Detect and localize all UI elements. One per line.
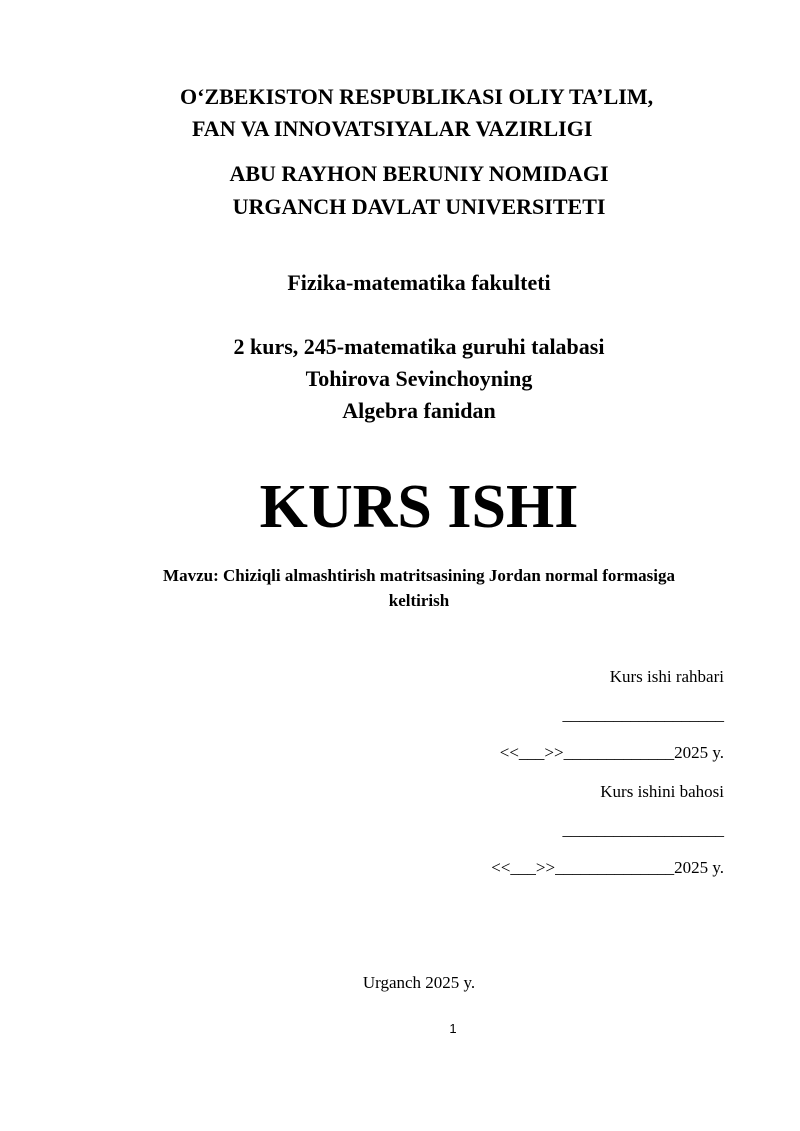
university-line-1: ABU RAYHON BERUNIY NOMIDAGI	[229, 161, 609, 186]
student-name: Tohirova Sevinchoyning	[305, 366, 533, 391]
grade-label: Kurs ishini bahosi	[600, 782, 724, 801]
ministry-line-1: O‘ZBEKISTON RESPUBLIKASI OLIY TA’LIM,	[180, 84, 654, 109]
student-course-group: 2 kurs, 245-matematika guruhi talabasi	[233, 334, 605, 359]
university-line-2: URGANCH DAVLAT UNIVERSITETI	[232, 194, 606, 219]
faculty-name: Fizika-matematika fakulteti	[287, 270, 551, 295]
grade-signature-line: ___________________	[562, 820, 724, 839]
city-year: Urganch 2025 y.	[362, 973, 476, 992]
subject-name: Algebra fanidan	[342, 398, 496, 423]
supervisor-label: Kurs ishi rahbari	[609, 667, 724, 686]
supervisor-signature-line: ___________________	[562, 705, 724, 724]
supervisor-date-line: <<___>>_____________2025 y.	[499, 743, 724, 762]
document-title: KURS ISHI	[259, 473, 579, 541]
ministry-line-2: FAN VA INNOVATSIYALAR VAZIRLIGI	[192, 116, 593, 141]
topic-line-2: keltirish	[388, 591, 450, 610]
topic-line-1: Mavzu: Chiziqli almashtirish matritsasining Jordan normal formasiga	[163, 566, 675, 585]
page-number: 1	[449, 1021, 457, 1036]
grade-date-line: <<___>>______________2025 y.	[491, 858, 724, 877]
